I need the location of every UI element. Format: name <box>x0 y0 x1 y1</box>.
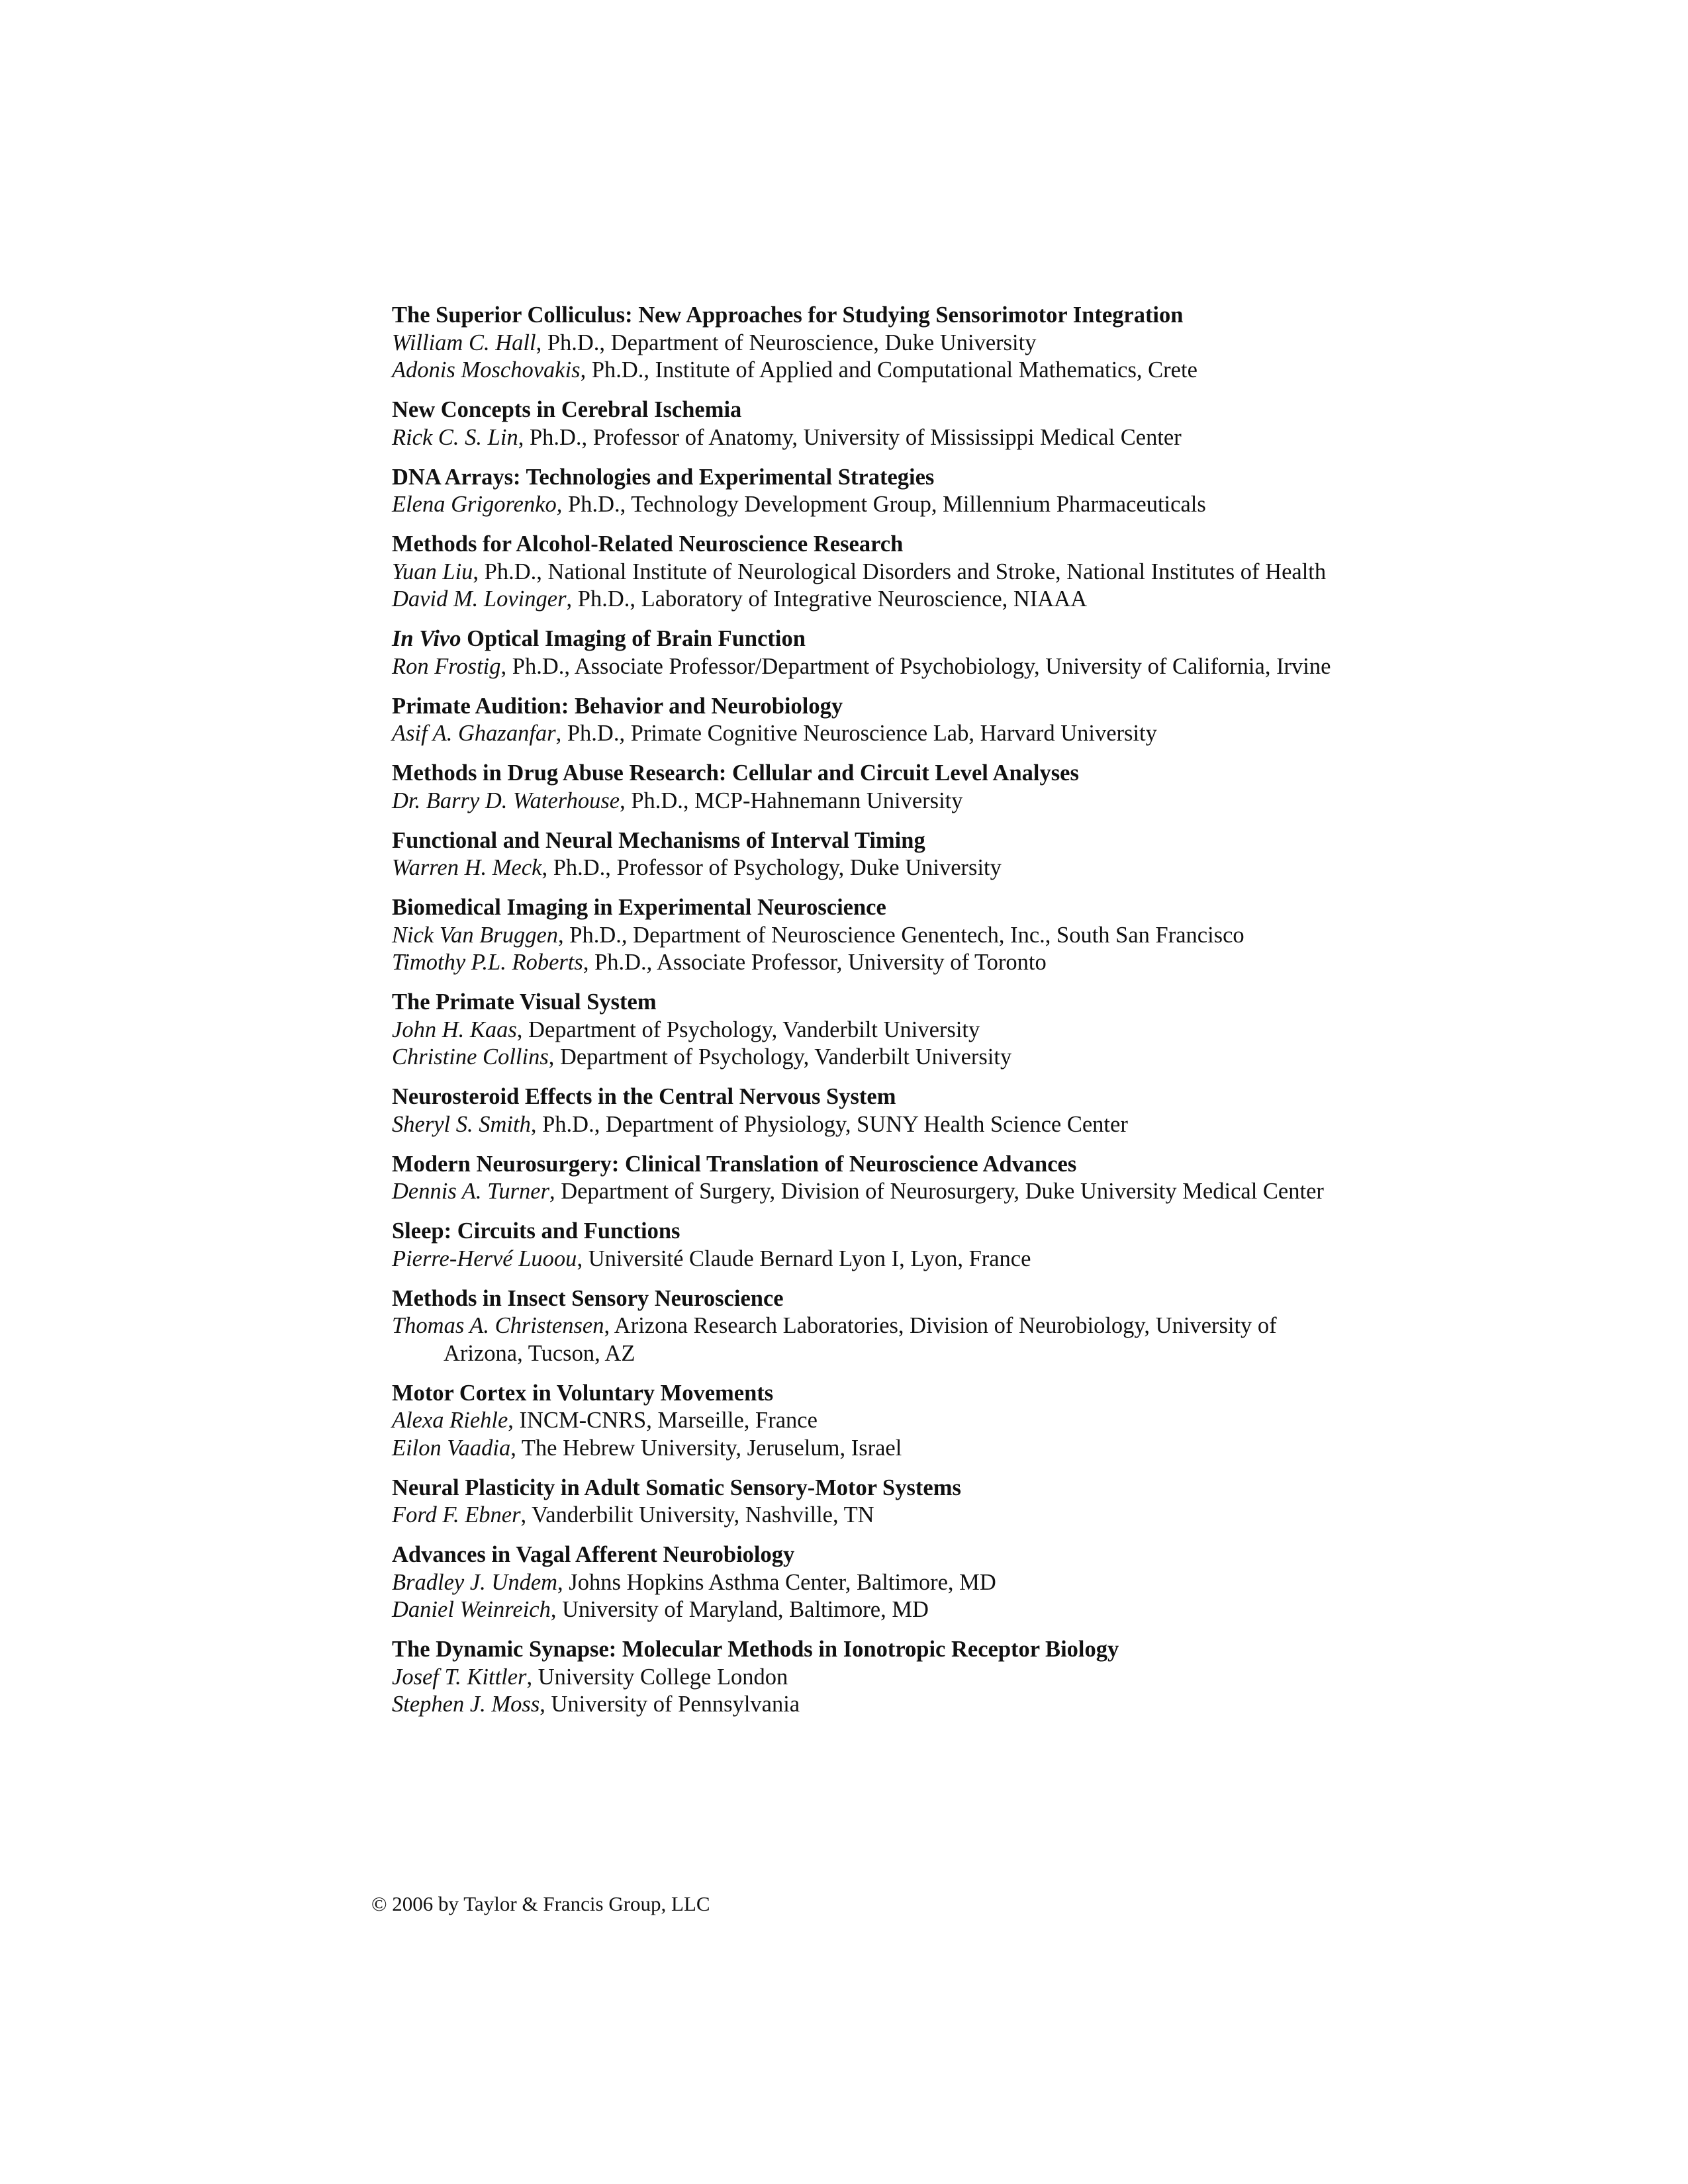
book-title: Biomedical Imaging in Experimental Neuroscience <box>392 895 886 920</box>
book-title: The Dynamic Synapse: Molecular Methods in Ionotropic Receptor Biology <box>392 1637 1119 1662</box>
editor-line <box>392 1569 1332 1597</box>
editor-line <box>392 424 1332 452</box>
book-title: The Primate Visual System <box>392 989 657 1015</box>
editor-line <box>392 653 1332 681</box>
list-item <box>392 464 1332 519</box>
book-title-emphasis: In Vivo <box>392 626 461 651</box>
book-title: DNA Arrays: Technologies and Experimental Strategies <box>392 464 935 490</box>
editor-line <box>392 720 1332 748</box>
editor-line <box>392 1111 1332 1139</box>
editor-affiliation: , Ph.D., Department of Neuroscience, Duke University <box>536 330 1037 355</box>
book-title: The Superior Colliculus: New Approaches for Studying Sensorimotor Integration <box>392 302 1184 328</box>
editor-line <box>392 330 1332 357</box>
editor-name: Alexa Riehle <box>392 1408 508 1433</box>
list-item <box>392 1380 1332 1463</box>
editor-name: John H. Kaas <box>392 1017 517 1042</box>
editor-name: Adonis Moschovakis <box>392 357 581 383</box>
editor-name: David M. Lovinger <box>392 586 567 612</box>
book-title-rest: Optical Imaging of Brain Function <box>461 626 806 651</box>
editor-affiliation: , Ph.D., Associate Professor/Department of Psychobiology, University of California, Irvine <box>500 653 1331 679</box>
editor-line <box>392 357 1332 385</box>
editor-name: Yuan Liu <box>392 559 473 584</box>
editor-name: Rick C. S. Lin <box>392 424 518 450</box>
editor-affiliation: , Ph.D., Department of Neuroscience Genentech, Inc., South San Francisco <box>558 922 1244 948</box>
editor-line <box>392 1596 1332 1624</box>
editor-affiliation: , Ph.D., Associate Professor, University of Toronto <box>583 950 1047 975</box>
editor-affiliation: , Department of Surgery, Division of Neurosurgery, Duke University Medical Center <box>549 1179 1324 1204</box>
list-item <box>392 1475 1332 1529</box>
editor-name: Warren H. Meck <box>392 855 542 880</box>
editor-name: Ford F. Ebner <box>392 1502 521 1527</box>
book-title: Methods for Alcohol-Related Neuroscience Research <box>392 531 904 557</box>
editor-name: Eilon Vaadia <box>392 1435 511 1461</box>
editor-affiliation: , University of Maryland, Baltimore, MD <box>550 1597 929 1622</box>
editor-line <box>392 1664 1332 1692</box>
editor-affiliation: , Université Claude Bernard Lyon I, Lyon, France <box>577 1246 1031 1271</box>
editor-line <box>392 1502 1332 1529</box>
editor-name: Sheryl S. Smith <box>392 1111 531 1137</box>
editor-line <box>392 949 1332 977</box>
editor-affiliation: Ph.D., Technology Development Group, Millennium Pharmaceuticals <box>562 492 1206 517</box>
list-item <box>392 760 1332 815</box>
editor-name: Thomas A. Christensen <box>392 1313 604 1338</box>
book-title: Methods in Insect Sensory Neuroscience <box>392 1285 784 1311</box>
editor-name: Josef T. Kittler <box>392 1664 527 1690</box>
editor-affiliation: , Ph.D., Primate Cognitive Neuroscience Lab, Harvard University <box>555 721 1157 746</box>
book-title <box>392 625 1332 653</box>
editor-line <box>392 1407 1332 1435</box>
editor-line <box>392 1178 1332 1206</box>
list-item <box>392 1541 1332 1624</box>
editor-affiliation: , The Hebrew University, Jeruselum, Israel <box>510 1435 902 1461</box>
editor-affiliation: , Ph.D., Department of Physiology, SUNY Health Science Center <box>530 1111 1128 1137</box>
editor-name: Nick Van Bruggen <box>392 922 559 948</box>
editor-name: Ron Frostig <box>392 653 501 679</box>
book-title: Methods in Drug Abuse Research: Cellular and Circuit Level Analyses <box>392 760 1079 786</box>
editor-affiliation: , Ph.D., Professor of Anatomy, University of Mississippi Medical Center <box>518 424 1182 450</box>
editor-line <box>392 922 1332 950</box>
editor-line <box>392 788 1332 815</box>
editor-affiliation: , Ph.D., National Institute of Neurological Disorders and Stroke, National Institutes of Health <box>473 559 1327 584</box>
list-item <box>392 302 1332 385</box>
list-item <box>392 1151 1332 1206</box>
editor-line <box>392 1312 1332 1367</box>
list-item <box>392 531 1332 614</box>
editor-line <box>392 1691 1332 1719</box>
list-item <box>392 396 1332 451</box>
book-title: Sleep: Circuits and Functions <box>392 1218 680 1244</box>
editor-name: Pierre-Hervé Luoou <box>392 1246 577 1271</box>
editor-affiliation: , Department of Psychology, Vanderbilt University <box>516 1017 980 1042</box>
editor-line <box>392 1017 1332 1044</box>
copyright-notice: © 2006 by Taylor & Francis Group, LLC <box>371 1892 710 1915</box>
list-item <box>392 827 1332 882</box>
list-item <box>392 625 1332 680</box>
list-item <box>392 894 1332 977</box>
editor-affiliation: , Arizona Research Laboratories, Division of Neurobiology, University of Arizona, Tucson, AZ <box>444 1313 1277 1366</box>
book-title: Primate Audition: Behavior and Neurobiology <box>392 693 843 719</box>
editor-affiliation: , Department of Psychology, Vanderbilt University <box>548 1044 1012 1069</box>
editor-affiliation: , INCM-CNRS, Marseille, France <box>508 1408 818 1433</box>
editor-affiliation: , Ph.D., Institute of Applied and Computational Mathematics, Crete <box>580 357 1197 383</box>
list-item <box>392 1218 1332 1273</box>
series-title-list <box>392 302 1332 1731</box>
editor-name: Stephen J. Moss <box>392 1692 540 1717</box>
editor-line <box>392 1044 1332 1071</box>
editor-name: Elena Grigorenko, <box>392 492 563 517</box>
editor-name: Bradley J. Undem <box>392 1569 558 1595</box>
list-item <box>392 989 1332 1071</box>
editor-name: Daniel Weinreich <box>392 1597 551 1622</box>
editor-affiliation: , Ph.D., Professor of Psychology, Duke University <box>541 855 1002 880</box>
list-item <box>392 1083 1332 1138</box>
editor-line <box>392 1246 1332 1273</box>
list-item <box>392 1636 1332 1719</box>
editor-name: Asif A. Ghazanfar <box>392 721 556 746</box>
editor-affiliation: , Ph.D., Laboratory of Integrative Neuroscience, NIAAA <box>566 586 1088 612</box>
editor-affiliation: , Johns Hopkins Asthma Center, Baltimore, MD <box>557 1569 996 1595</box>
editor-name: William C. Hall <box>392 330 536 355</box>
book-title: Modern Neurosurgery: Clinical Translation of Neuroscience Advances <box>392 1151 1077 1177</box>
editor-name: Christine Collins <box>392 1044 549 1069</box>
editor-line <box>392 586 1332 614</box>
editor-affiliation: , Vanderbilit University, Nashville, TN <box>520 1502 874 1527</box>
book-title: Neurosteroid Effects in the Central Nervous System <box>392 1084 896 1109</box>
editor-name: Timothy P.L. Roberts <box>392 950 583 975</box>
editor-affiliation: , University of Pennsylvania <box>539 1692 800 1717</box>
editor-line <box>392 1435 1332 1463</box>
list-item <box>392 693 1332 748</box>
book-title: Functional and Neural Mechanisms of Interval Timing <box>392 827 925 853</box>
editor-name: Dennis A. Turner <box>392 1179 550 1204</box>
book-title: Motor Cortex in Voluntary Movements <box>392 1380 774 1406</box>
editor-affiliation: , University College London <box>526 1664 788 1690</box>
editor-name: Dr. Barry D. Waterhouse <box>392 788 620 813</box>
editor-line <box>392 854 1332 882</box>
list-item <box>392 1285 1332 1368</box>
book-title: New Concepts in Cerebral Ischemia <box>392 397 742 422</box>
editor-line <box>392 559 1332 586</box>
editor-line <box>392 491 1332 519</box>
editor-affiliation: , Ph.D., MCP-Hahnemann University <box>620 788 963 813</box>
book-title: Advances in Vagal Afferent Neurobiology <box>392 1542 795 1567</box>
book-title: Neural Plasticity in Adult Somatic Sensory-Motor Systems <box>392 1475 961 1500</box>
